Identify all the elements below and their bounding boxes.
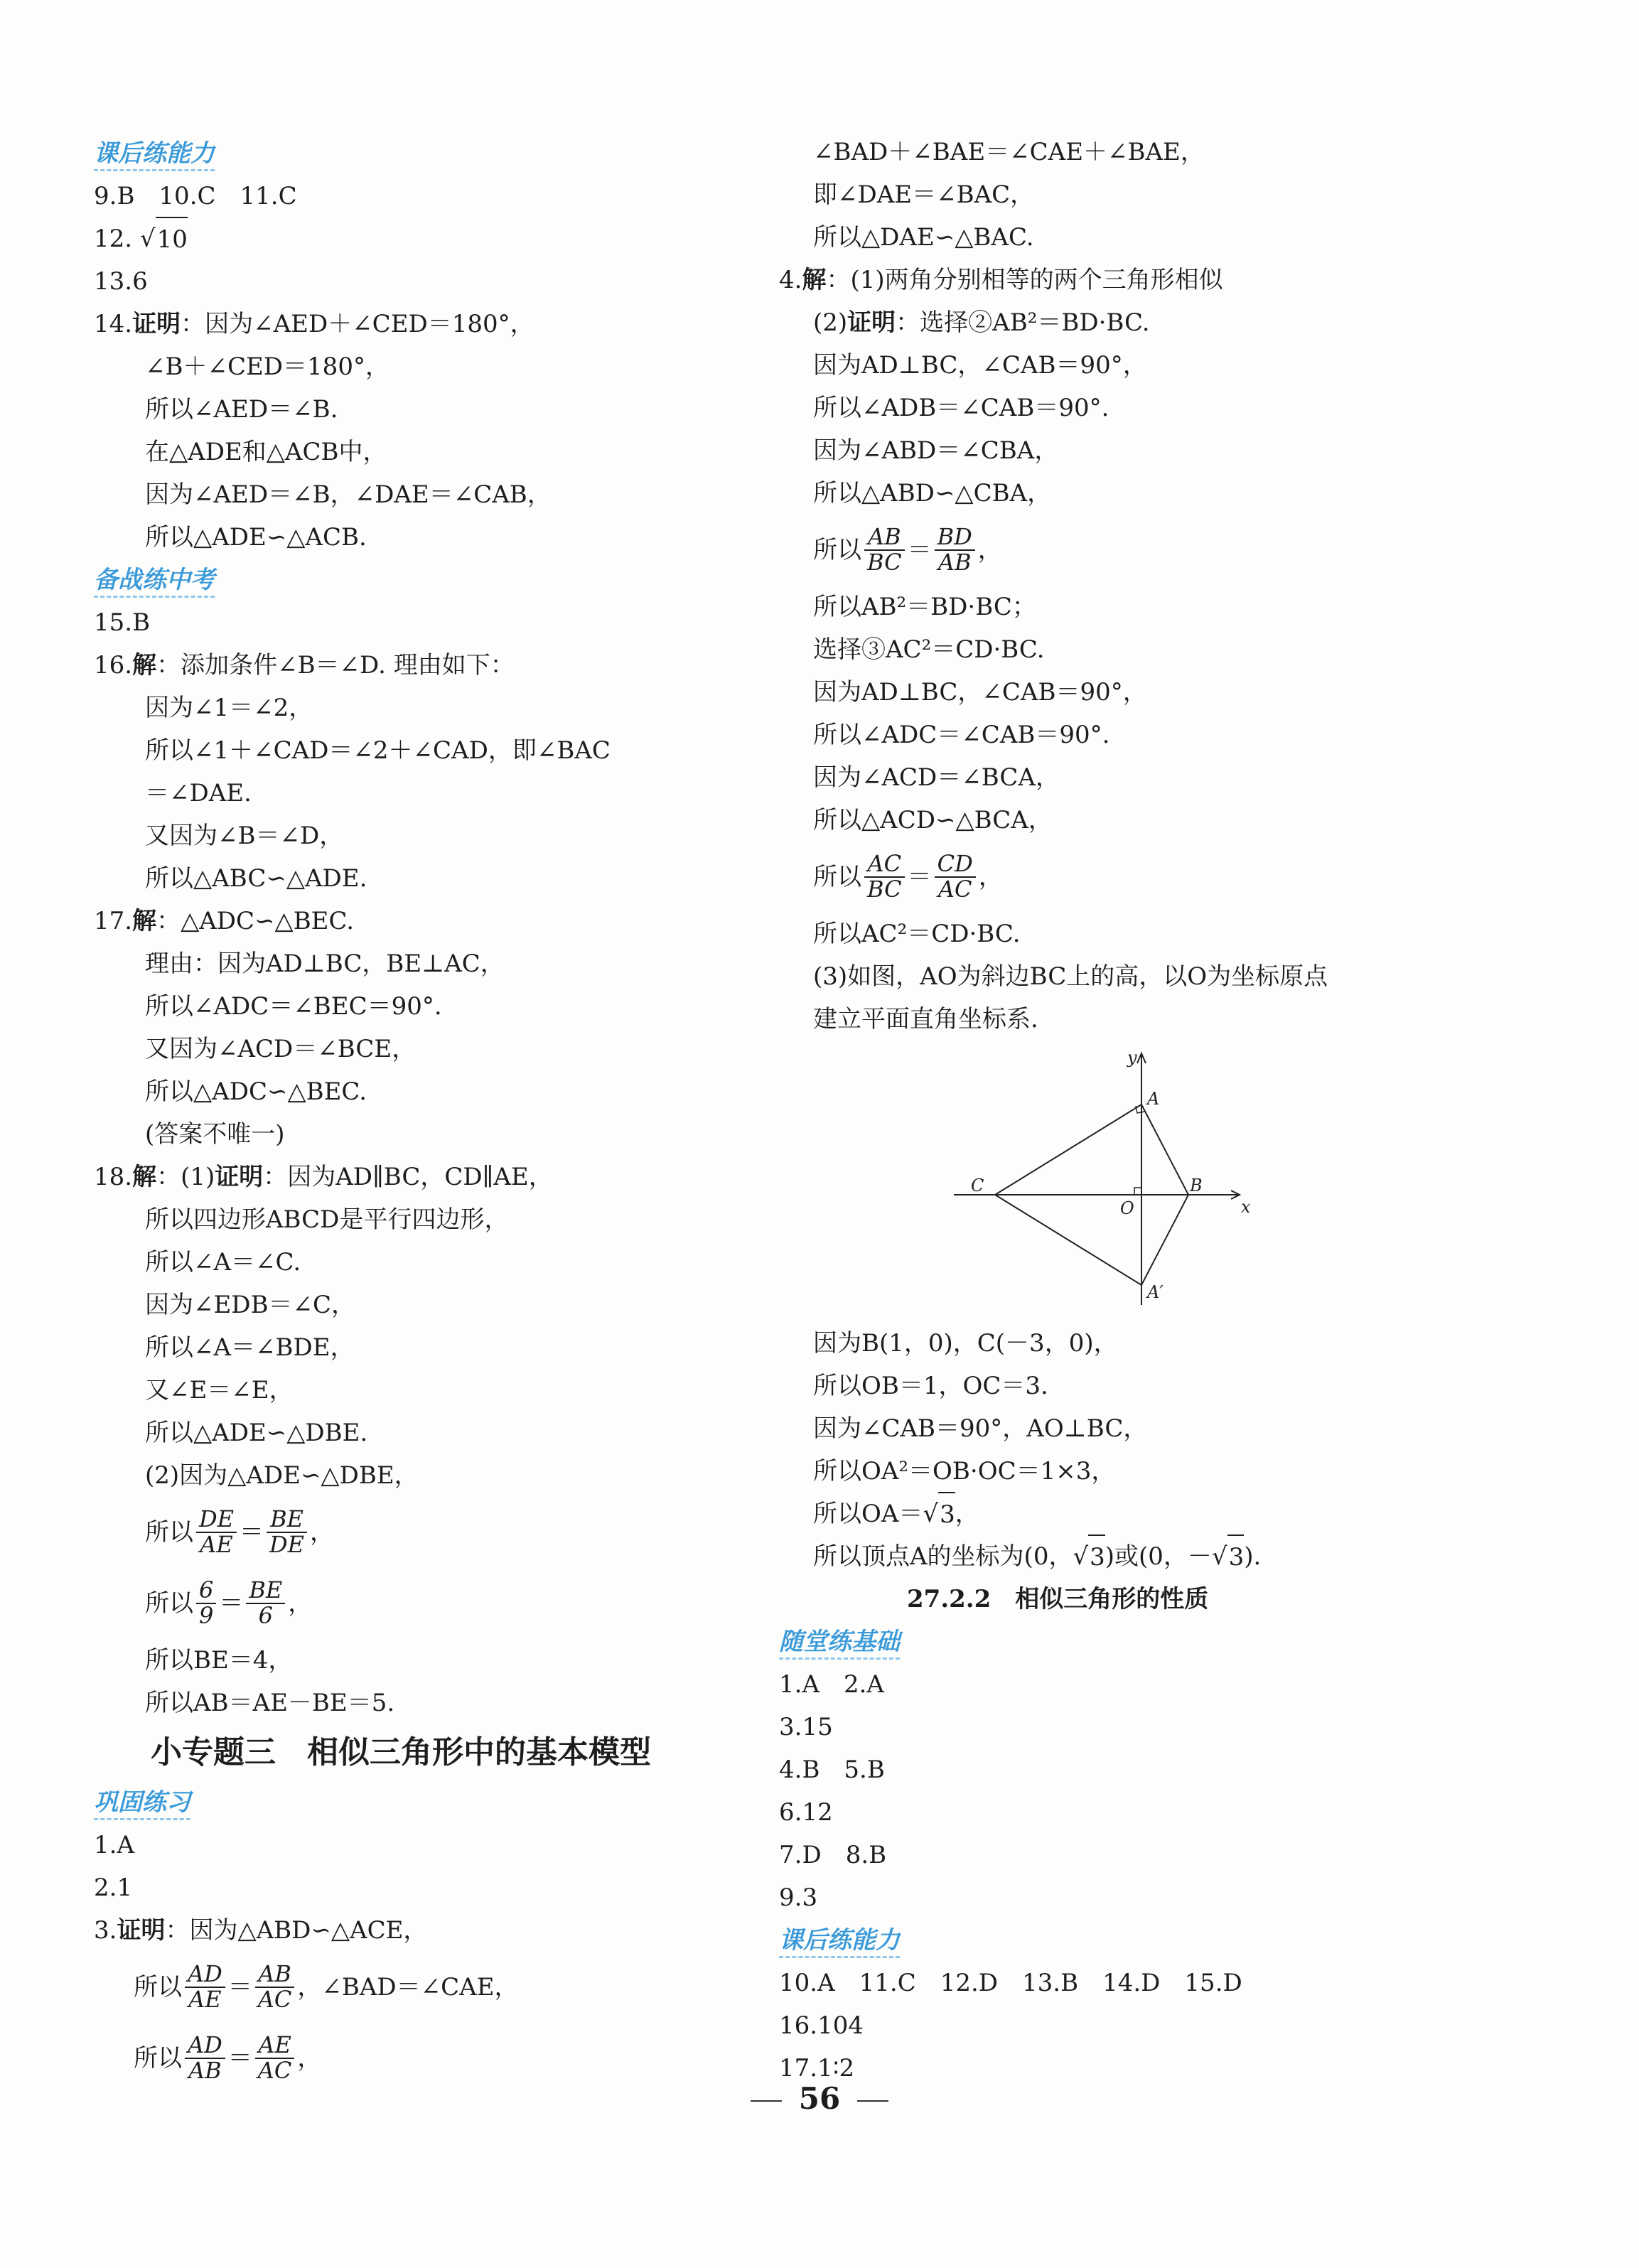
answer-line: 建立平面直角坐标系. — [813, 1005, 1038, 1033]
answer-line: 14. 证明 ：因为∠AED＋∠CED＝180°， — [94, 310, 534, 338]
section-label-exam: 备战练中考 — [94, 559, 762, 601]
answer-line: 所以BE＝4， — [145, 1646, 293, 1675]
answer-line: 因为∠ACD＝∠BCA， — [813, 763, 1060, 792]
topic-heading: 小专题三 相似三角形中的基本模型 — [151, 1734, 651, 1770]
answer-line: 所以四边形ABCD是平行四边形， — [145, 1205, 509, 1234]
subsection-title: 27.2.2 相似三角形的性质 — [907, 1585, 1209, 1613]
answer-line: 所以OA²＝OB·OC＝1×3， — [813, 1457, 1116, 1485]
answer-line: 所以∠ADC＝∠CAB＝90°. — [813, 721, 1110, 749]
fraction-line: 所以 $\frac{AD}{AE}$ ＝ $\frac{AB}{AC}$ ，∠BAD＝∠CAE， — [134, 1960, 519, 2013]
answer-line: 16.104 — [779, 2011, 864, 2040]
answer-line: 所以∠A＝∠C. — [145, 1248, 301, 1277]
answer-line: 1.A 2.A — [779, 1670, 884, 1699]
answer-line: 12. √ 10 — [94, 217, 762, 260]
fraction: $\frac{BE}{DE}$ — [268, 1507, 306, 1557]
answer-line: 7.D 8.B — [779, 1841, 887, 1869]
answer-line: (2)因为△ADE∽△DBE， — [145, 1461, 419, 1490]
answer-line: 所以△ACD∽△BCA， — [813, 806, 1053, 834]
x-axis-label: x — [1241, 1197, 1251, 1217]
answer-line: 选择③AC²＝CD·BC. — [813, 635, 1045, 664]
answer-line: 17.1∶2 — [779, 2054, 855, 2082]
point-C-label: C — [971, 1176, 984, 1195]
answer-line: 所以△ADE∽△ACB. — [145, 523, 367, 552]
answer-line: 所以△DAE∽△BAC. — [813, 223, 1034, 252]
answer-line: 4. 解 ：(1)两角分别相等的两个三角形相似 — [779, 266, 1223, 294]
answer-line: 又∠E＝∠E， — [145, 1376, 294, 1404]
fraction-line: 所以 $\frac{DE}{AE}$ ＝ $\frac{BE}{DE}$ ， — [145, 1505, 335, 1558]
answer-line: 所以∠1＋∠CAD＝∠2＋∠CAD，即∠BAC — [145, 736, 611, 765]
fraction-line: 所以 $\frac{AD}{AB}$ ＝ $\frac{AE}{AC}$ ， — [134, 2031, 322, 2084]
answer-line: 13.6 — [94, 267, 148, 296]
fraction: $\frac{AD}{AE}$ — [186, 1962, 224, 2011]
answer-line: 18. 解 ：(1) 证明 ：因为AD∥BC，CD∥AE， — [94, 1163, 553, 1191]
section-label-after-class: 课后练能力 — [779, 1919, 1518, 1962]
answer-line: 所以OB＝1，OC＝3. — [813, 1372, 1048, 1400]
answer-line: 所以△ABD∽△CBA， — [813, 479, 1052, 507]
point-B-label: B — [1190, 1176, 1203, 1195]
point-A-prime-label: A′ — [1147, 1282, 1164, 1302]
fraction: $\frac{AC}{BC}$ — [866, 852, 903, 901]
answer-line: ＝∠DAE. — [145, 779, 252, 807]
answer-line: 所以AB＝AE－BE＝5. — [145, 1689, 395, 1717]
section-label-in-class: 随堂练基础 — [779, 1621, 1518, 1663]
answer-line: 所以AC²＝CD·BC. — [813, 920, 1021, 948]
answer-line: 15.B — [94, 608, 151, 637]
section-label-after-class: 课后练能力 — [94, 132, 762, 175]
answer-line: 所以OA＝ √ 3 ， — [779, 1493, 1518, 1535]
page-number: 56 — [0, 2081, 1639, 2116]
fraction: $\frac{AB}{BC}$ — [866, 525, 903, 574]
answer-line: 1.A — [94, 1831, 134, 1859]
fraction: $\frac{6}{9}$ — [198, 1579, 215, 1628]
fraction-line: 所以 $\frac{6}{9}$ ＝ $\frac{BE}{6}$ ， — [145, 1576, 313, 1629]
answer-line: 所以△ADE∽△DBE. — [145, 1419, 368, 1447]
answer-line: 3.15 — [779, 1713, 833, 1741]
answer-line: 因为∠ABD＝∠CBA， — [813, 436, 1059, 465]
answer-line: (答案不唯一) — [145, 1120, 285, 1149]
answer-line: 所以∠AED＝∠B. — [145, 395, 338, 424]
answer-line: 所以∠ADB＝∠CAB＝90°. — [813, 394, 1109, 422]
y-axis-label: y — [1127, 1048, 1137, 1068]
answer-line: (2) 证明 ：选择②AB²＝BD·BC. — [813, 308, 1150, 337]
fraction: $\frac{BD}{AB}$ — [936, 525, 974, 574]
answer-line: 所以∠A＝∠BDE， — [145, 1333, 355, 1362]
answer-line: 10.A 11.C 12.D 13.B 14.D 15.D — [779, 1969, 1242, 1997]
answer-line: 因为∠1＝∠2， — [145, 694, 313, 722]
answer-line: 理由：因为AD⊥BC，BE⊥AC， — [145, 950, 505, 978]
answer-line: (3)如图，AO为斜边BC上的高，以O为坐标原点 — [813, 962, 1328, 991]
right-column — [779, 131, 1518, 2090]
segment-CA — [995, 1105, 1141, 1195]
answer-line: 2.1 — [94, 1874, 133, 1902]
fraction: $\frac{AE}{AC}$ — [257, 2033, 294, 2082]
answer-line: 又因为∠ACD＝∠BCE， — [145, 1035, 417, 1063]
answer-line: 所以△ABC∽△ADE. — [145, 864, 367, 893]
fraction: $\frac{DE}{AE}$ — [198, 1507, 235, 1557]
fraction: $\frac{AD}{AB}$ — [186, 2033, 224, 2082]
answer-line: 在△ADE和△ACB中， — [145, 438, 387, 466]
answer-line: 3. 证明 ：因为△ABD∽△ACE， — [94, 1916, 428, 1945]
fraction: $\frac{BE}{6}$ — [247, 1579, 284, 1628]
answer-line: 4.B 5.B — [779, 1756, 885, 1784]
section-label-consolidate: 巩固练习 — [94, 1781, 762, 1824]
answer-line: 即∠DAE＝∠BAC， — [813, 181, 1035, 209]
answer-line: 所以△ADC∽△BEC. — [145, 1077, 367, 1106]
segment-AB — [1141, 1105, 1188, 1195]
answer-line: 所以顶点A的坐标为(0， √ 3 )或(0，－ √ 3 ). — [779, 1535, 1518, 1578]
answer-line: 因为∠CAB＝90°，AO⊥BC， — [813, 1414, 1148, 1443]
answer-line: 因为∠EDB＝∠C， — [145, 1291, 356, 1319]
answer-line: 所以∠ADC＝∠BEC＝90°. — [145, 992, 442, 1021]
left-column — [94, 132, 762, 2094]
answer-line: 因为AD⊥BC，∠CAB＝90°， — [813, 351, 1147, 380]
fraction-line: 所以 $\frac{AC}{BC}$ ＝ $\frac{CD}{AC}$ ， — [813, 850, 1003, 903]
fraction-line: 所以 $\frac{AB}{BC}$ ＝ $\frac{BD}{AB}$ ， — [813, 523, 1002, 576]
answer-line: 因为AD⊥BC，∠CAB＝90°， — [813, 678, 1147, 706]
coordinate-figure — [954, 1048, 1252, 1318]
answer-line: 因为∠AED＝∠B，∠DAE＝∠CAB， — [145, 480, 552, 509]
fraction: $\frac{CD}{AC}$ — [936, 852, 974, 901]
answer-line: 6.12 — [779, 1798, 833, 1827]
answer-line: 16. 解 ：添加条件∠B＝∠D. 理由如下： — [94, 651, 515, 679]
segment-A-prime-B — [1141, 1195, 1188, 1285]
answer-line: 17. 解 ：△ADC∽△BEC. — [94, 907, 355, 935]
answer-line: 因为B(1，0)，C(－3，0)， — [813, 1329, 1118, 1358]
answer-line: 9.B 10.C 11.C — [94, 182, 297, 210]
answer-line: 又因为∠B＝∠D， — [145, 822, 344, 850]
answer-line: 所以AB²＝BD·BC； — [813, 593, 1036, 621]
answer-line: ∠BAD＋∠BAE＝∠CAE＋∠BAE， — [813, 138, 1205, 166]
answer-line: ∠B＋∠CED＝180°， — [145, 353, 389, 381]
fraction: $\frac{AB}{AC}$ — [257, 1962, 294, 2011]
right-angle-mark-O — [1134, 1188, 1141, 1195]
point-O-label: O — [1120, 1198, 1134, 1218]
answer-line: 9.3 — [779, 1883, 818, 1912]
point-A-label: A — [1147, 1089, 1160, 1109]
